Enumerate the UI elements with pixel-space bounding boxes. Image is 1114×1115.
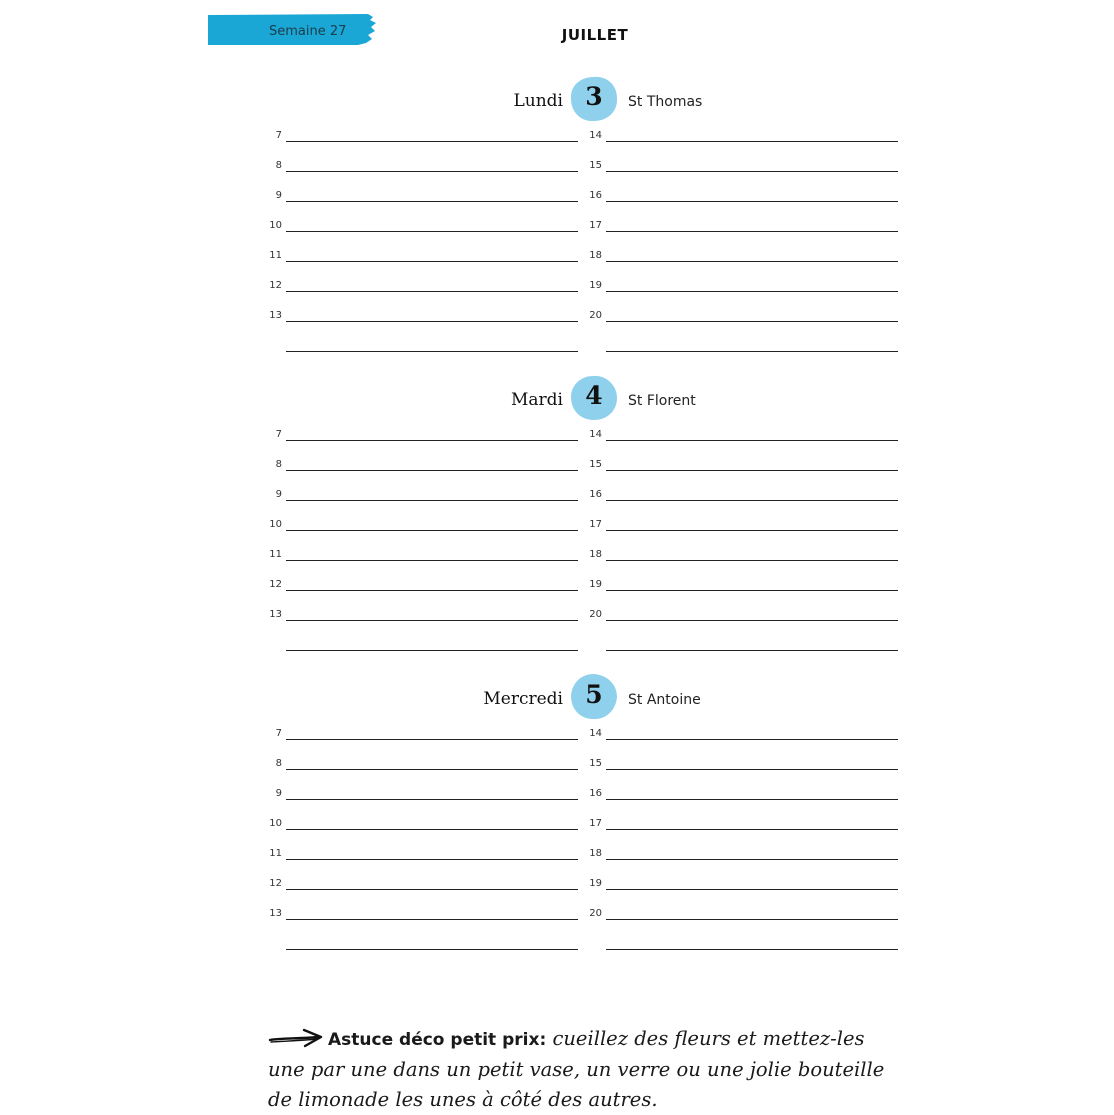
- writing-line[interactable]: [606, 171, 898, 172]
- writing-line[interactable]: [286, 291, 578, 292]
- writing-line[interactable]: [606, 829, 898, 830]
- writing-line[interactable]: [286, 650, 578, 651]
- tip-text: cueillez des fleurs et mettez-les une par une dans un petit vase, un verre ou une jolie bouteille de limonade les unes à côté des autres.: [268, 1027, 885, 1111]
- writing-line[interactable]: [286, 261, 578, 262]
- hour-label: 20: [589, 908, 602, 919]
- writing-line[interactable]: [606, 440, 898, 441]
- writing-line[interactable]: [286, 829, 578, 830]
- writing-line[interactable]: [606, 470, 898, 471]
- hour-label: 12: [269, 280, 282, 291]
- day-name: Lundi: [513, 91, 563, 111]
- day-number-circle: [570, 674, 618, 720]
- writing-line[interactable]: [606, 321, 898, 322]
- hour-label: 11: [269, 250, 282, 261]
- hour-label: 13: [269, 908, 282, 919]
- writing-line[interactable]: [286, 620, 578, 621]
- arrow-icon: [268, 1028, 324, 1048]
- hour-label: 20: [589, 310, 602, 321]
- day-block-monday: [0, 74, 1114, 354]
- writing-line[interactable]: [606, 590, 898, 591]
- hour-label: 11: [269, 549, 282, 560]
- hour-label: 7: [275, 429, 282, 440]
- writing-line[interactable]: [286, 470, 578, 471]
- day-name: Mardi: [511, 390, 563, 410]
- writing-line[interactable]: [606, 500, 898, 501]
- hour-label: 12: [269, 579, 282, 590]
- day-number: 3: [585, 82, 603, 111]
- writing-line[interactable]: [286, 769, 578, 770]
- month-title: JUILLET: [561, 26, 629, 44]
- hour-label: 15: [589, 160, 602, 171]
- writing-line[interactable]: [606, 650, 898, 651]
- hour-label: 15: [589, 758, 602, 769]
- hour-label: 16: [589, 489, 602, 500]
- saint-name: St Florent: [628, 393, 696, 409]
- hour-label: 11: [269, 848, 282, 859]
- hour-label: 14: [589, 429, 602, 440]
- writing-line[interactable]: [286, 530, 578, 531]
- hour-label: 7: [275, 130, 282, 141]
- hour-label: 17: [589, 818, 602, 829]
- writing-line[interactable]: [606, 739, 898, 740]
- hour-label: 8: [275, 459, 282, 470]
- writing-line[interactable]: [606, 141, 898, 142]
- hour-label: 10: [269, 220, 282, 231]
- writing-line[interactable]: [286, 321, 578, 322]
- day-number: 4: [585, 381, 603, 410]
- writing-line[interactable]: [606, 560, 898, 561]
- hour-label: 20: [589, 609, 602, 620]
- writing-line[interactable]: [286, 859, 578, 860]
- writing-line[interactable]: [606, 799, 898, 800]
- hour-label: 12: [269, 878, 282, 889]
- writing-line[interactable]: [606, 889, 898, 890]
- writing-line[interactable]: [286, 560, 578, 561]
- writing-line[interactable]: [286, 141, 578, 142]
- writing-line[interactable]: [606, 949, 898, 950]
- writing-line[interactable]: [286, 889, 578, 890]
- hour-label: 8: [275, 758, 282, 769]
- day-number: 5: [585, 680, 603, 709]
- hour-label: 18: [589, 250, 602, 261]
- hour-label: 19: [589, 579, 602, 590]
- day-number-circle: [570, 76, 618, 122]
- hour-label: 8: [275, 160, 282, 171]
- writing-line[interactable]: [606, 620, 898, 621]
- day-header: [0, 74, 1114, 124]
- hour-label: 14: [589, 728, 602, 739]
- writing-line[interactable]: [606, 231, 898, 232]
- saint-name: St Antoine: [628, 692, 701, 708]
- writing-line[interactable]: [286, 919, 578, 920]
- writing-line[interactable]: [606, 261, 898, 262]
- writing-line[interactable]: [286, 440, 578, 441]
- writing-line[interactable]: [606, 919, 898, 920]
- hour-label: 7: [275, 728, 282, 739]
- day-block-tuesday: [0, 373, 1114, 653]
- writing-line[interactable]: [286, 739, 578, 740]
- day-header: [0, 672, 1114, 722]
- writing-line[interactable]: [606, 530, 898, 531]
- hour-label: 9: [275, 190, 282, 201]
- hour-label: 9: [275, 489, 282, 500]
- writing-line[interactable]: [286, 799, 578, 800]
- day-block-wednesday: [0, 672, 1114, 952]
- hour-label: 17: [589, 220, 602, 231]
- hour-label: 19: [589, 280, 602, 291]
- saint-name: St Thomas: [628, 94, 703, 110]
- day-name: Mercredi: [483, 689, 563, 709]
- writing-line[interactable]: [286, 351, 578, 352]
- hour-label: 9: [275, 788, 282, 799]
- writing-line[interactable]: [286, 500, 578, 501]
- hour-label: 16: [589, 190, 602, 201]
- writing-line[interactable]: [286, 231, 578, 232]
- hour-label: 18: [589, 549, 602, 560]
- hour-label: 13: [269, 310, 282, 321]
- hour-label: 17: [589, 519, 602, 530]
- hour-label: 14: [589, 130, 602, 141]
- writing-line[interactable]: [286, 949, 578, 950]
- tip-title: Astuce déco petit prix:: [328, 1030, 547, 1050]
- hour-label: 10: [269, 519, 282, 530]
- hour-label: 13: [269, 609, 282, 620]
- week-label: Semaine 27: [269, 24, 347, 39]
- writing-line[interactable]: [606, 201, 898, 202]
- hour-label: 15: [589, 459, 602, 470]
- writing-line[interactable]: [606, 859, 898, 860]
- hour-label: 10: [269, 818, 282, 829]
- writing-line[interactable]: [606, 351, 898, 352]
- hour-label: 16: [589, 788, 602, 799]
- day-header: [0, 373, 1114, 423]
- writing-line[interactable]: [286, 201, 578, 202]
- tip-paragraph: [268, 1024, 888, 1115]
- hour-label: 18: [589, 848, 602, 859]
- hour-label: 19: [589, 878, 602, 889]
- writing-line[interactable]: [606, 769, 898, 770]
- day-number-circle: [570, 375, 618, 421]
- writing-line[interactable]: [606, 291, 898, 292]
- writing-line[interactable]: [286, 590, 578, 591]
- writing-line[interactable]: [286, 171, 578, 172]
